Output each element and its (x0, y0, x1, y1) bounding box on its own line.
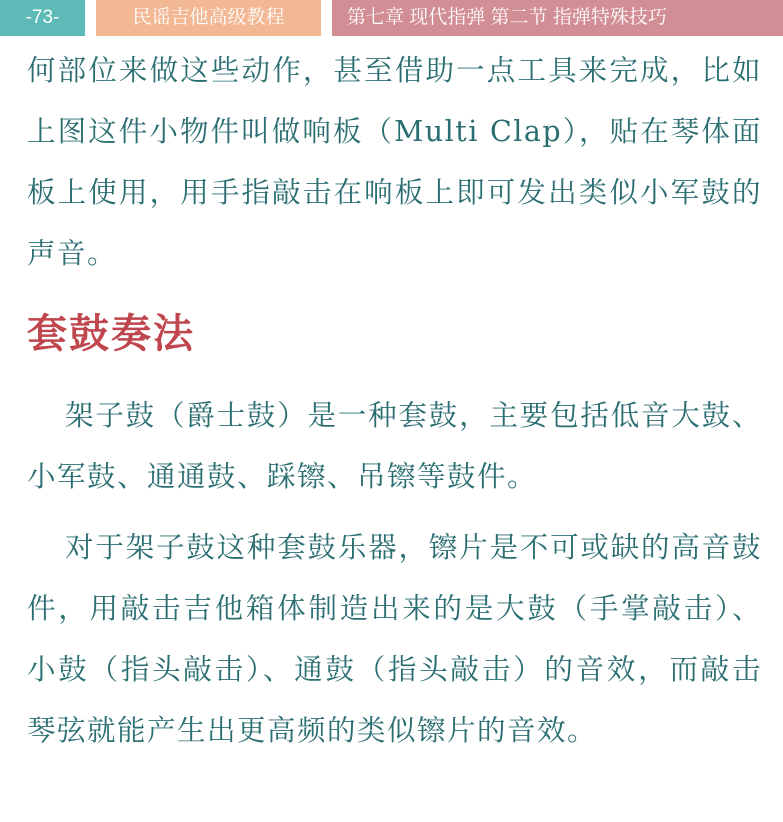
paragraph-cymbals: 对于架子鼓这种套鼓乐器，镲片是不可或缺的高音鼓件，用敲击吉他箱体制造出来的是大鼓（手掌敲击）、小鼓（指头敲击）、通鼓（指头敲击）的音效，而敲击琴弦就能产生出更高频的类似镲片的音效。 (27, 531, 762, 747)
paragraph-drum-kit: 架子鼓（爵士鼓）是一种套鼓，主要包括低音大鼓、小军鼓、通通鼓、踩镲、吊镲等鼓件。 (27, 399, 762, 493)
book-title: 民谣吉他高级教程 (96, 0, 321, 36)
intro-paragraph: 何部位来做这些动作，甚至借助一点工具来完成，比如上图这件小物件叫做响板（Multi Clap），贴在琴体面板上使用，用手指敲击在响板上即可发出类似小军鼓的声音。 (27, 54, 762, 270)
chapter-title: 第七章 现代指弹 第二节 指弹特殊技巧 (332, 0, 783, 36)
section-title: 套鼓奏法 (27, 311, 195, 357)
page-number: -73- (0, 0, 85, 36)
page-header (0, 0, 783, 36)
paragraph-gap (27, 507, 762, 517)
page-content (27, 40, 762, 761)
